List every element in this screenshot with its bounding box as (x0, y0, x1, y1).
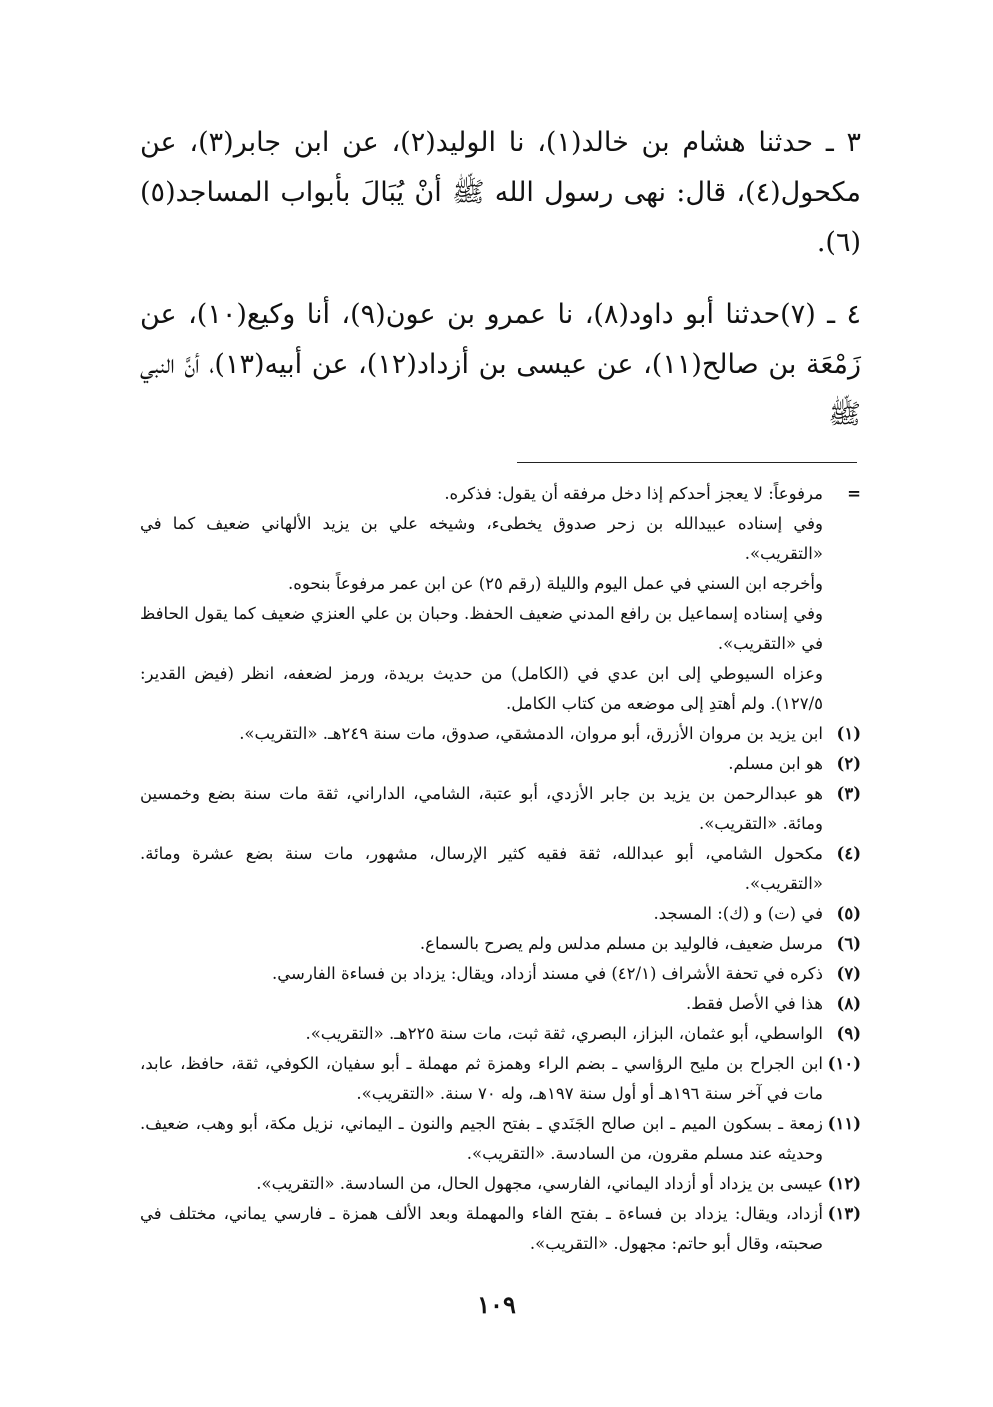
footnote-text: في (ت) و (ك): المسجد. (653, 904, 823, 923)
footnote-3 (140, 779, 861, 839)
footnote-continuation (140, 479, 861, 509)
footnote-6 (140, 929, 861, 959)
footnote-number: (٢) (836, 754, 861, 773)
footnote-text: هو ابن مسلم. (728, 754, 823, 773)
footnote-number: (٦) (836, 934, 861, 953)
footnote-number: (١) (836, 724, 861, 743)
continuation-line: وفي إسناده إسماعيل بن رافع المدني ضعيف الحفظ. وحبان بن علي العنزي ضعيف كما يقول الحافظ في «التقريب». (140, 604, 823, 653)
footnote-10 (140, 1049, 861, 1109)
footnote-4 (140, 839, 861, 899)
footnote-text: زمعة ـ بسكون الميم ـ ابن صالح الجَنَدي ـ بفتح الجيم والنون ـ اليماني، نزيل مكة، أبو وهب، ضعيف. وحديثه عند مسلم مقرون، من السادسة. «التقريب». (140, 1114, 823, 1163)
footnote-text: مكحول الشامي، أبو عبدالله، ثقة فقيه كثير الإرسال، مشهور، مات سنة بضع عشرة ومائة. «التقريب». (140, 844, 823, 893)
continuation-line: وأخرجه ابن السني في عمل اليوم والليلة (رقم ٢٥) عن ابن عمر مرفوعاً بنحوه. (287, 574, 823, 593)
footnote-number: (١٣) (827, 1204, 861, 1223)
footnote-8 (140, 989, 861, 1019)
footnote-text: ابن الجراح بن مليح الرؤاسي ـ بضم الراء وهمزة ثم مهملة ـ أبو سفيان، الكوفي، ثقة، حافظ، عابد، مات في آخر سنة ١٩٦هـ أو أول سنة ١٩٧هـ، وله ٧٠ سنة. «التقريب». (140, 1054, 823, 1103)
footnote-number: (١٠) (827, 1054, 861, 1073)
continuation-body (140, 509, 861, 719)
footnote-number: (٤) (836, 844, 861, 863)
hadith-4: ٤ ـ (٧)حدثنا أبو داود(٨)، نا عمرو بن عون(٩)، أنا وكيع(١٠)، عن زَمْعَة بن صالح(١١)، عن عيسى بن أزداد(١٢)، عن أبيه(١٣)، أنَّ النبي ﷺ (140, 299, 862, 430)
footnote-1 (140, 719, 861, 749)
footnote-separator (517, 462, 857, 463)
footnote-text: هو عبدالرحمن بن يزيد بن جابر الأزدي، أبو عتبة، الشامي، الداراني، ثقة مات سنة بضع وخمسين ومائة. «التقريب». (140, 784, 823, 833)
footnote-number: (٥) (836, 904, 861, 923)
continuation-line: وعزاه السيوطي إلى ابن عدي في (الكامل) من حديث بريدة، ورمز لضعفه، انظر (فيض القدير: ١٢٧/٥). ولم أهتدِ إلى موضعه من كتاب الكامل. (140, 664, 823, 713)
footnote-7 (140, 959, 861, 989)
continuation-marker: = (847, 484, 861, 503)
footnote-5 (140, 899, 861, 929)
footnote-number: (١٢) (827, 1174, 861, 1193)
footnote-12 (140, 1169, 861, 1199)
footnote-13 (140, 1199, 861, 1259)
footnote-text: عيسى بن يزداد أو أزداد اليماني، الفارسي، مجهول الحال، من السادسة. «التقريب». (256, 1174, 823, 1193)
footnote-text: هذا في الأصل فقط. (686, 994, 823, 1013)
footnote-number: (٩) (836, 1024, 861, 1043)
hadith-3: ٣ ـ حدثنا هشام بن خالد(١)، نا الوليد(٢)، عن ابن جابر(٣)، عن مكحول(٤)، قال: نهى رسول الله ﷺ أنْ يُبَالَ بأبواب المساجد(٥)(٦). (140, 127, 861, 258)
footnote-text: ابن يزيد بن مروان الأزرق، أبو مروان، الدمشقي، صدوق، مات سنة ٢٤٩هـ. «التقريب». (239, 724, 823, 743)
footnote-number: (٨) (836, 994, 861, 1013)
footnote-11 (140, 1109, 861, 1169)
footnote-2 (140, 749, 861, 779)
continuation-line: مرفوعاً: لا يعجز أحدكم إذا دخل مرفقه أن يقول: فذكره. (444, 484, 823, 503)
continuation-line: وفي إسناده عبيدالله بن زحر صدوق يخطىء، وشيخه علي بن يزيد الألهاني ضعيف كما في «التقريب». (140, 514, 823, 563)
footnote-text: أزداد، ويقال: يزداد بن فساءة ـ بفتح الفاء والمهملة وبعد الألف همزة ـ فارسي يماني، مختلف في صحبته، وقال أبو حاتم: مجهول. «التقريب». (140, 1204, 823, 1253)
footnote-9 (140, 1019, 861, 1049)
footnote-number: (١١) (827, 1114, 861, 1133)
footnote-number: (٣) (836, 784, 861, 803)
footnote-number: (٧) (836, 964, 861, 983)
footnote-text: مرسل ضعيف، فالوليد بن مسلم مدلس ولم يصرح بالسماع. (419, 934, 823, 953)
footnote-text: الواسطي، أبو عثمان، البزاز، البصري، ثقة ثبت، مات سنة ٢٢٥هـ. «التقريب». (305, 1024, 823, 1043)
footnote-text: ذكره في تحفة الأشراف (٤٢/١) في مسند أزداد، ويقال: يزداد بن فساءة الفارسي. (271, 964, 823, 983)
footnotes-section (140, 479, 861, 1259)
page-number: ١٠٩ (477, 1290, 516, 1319)
